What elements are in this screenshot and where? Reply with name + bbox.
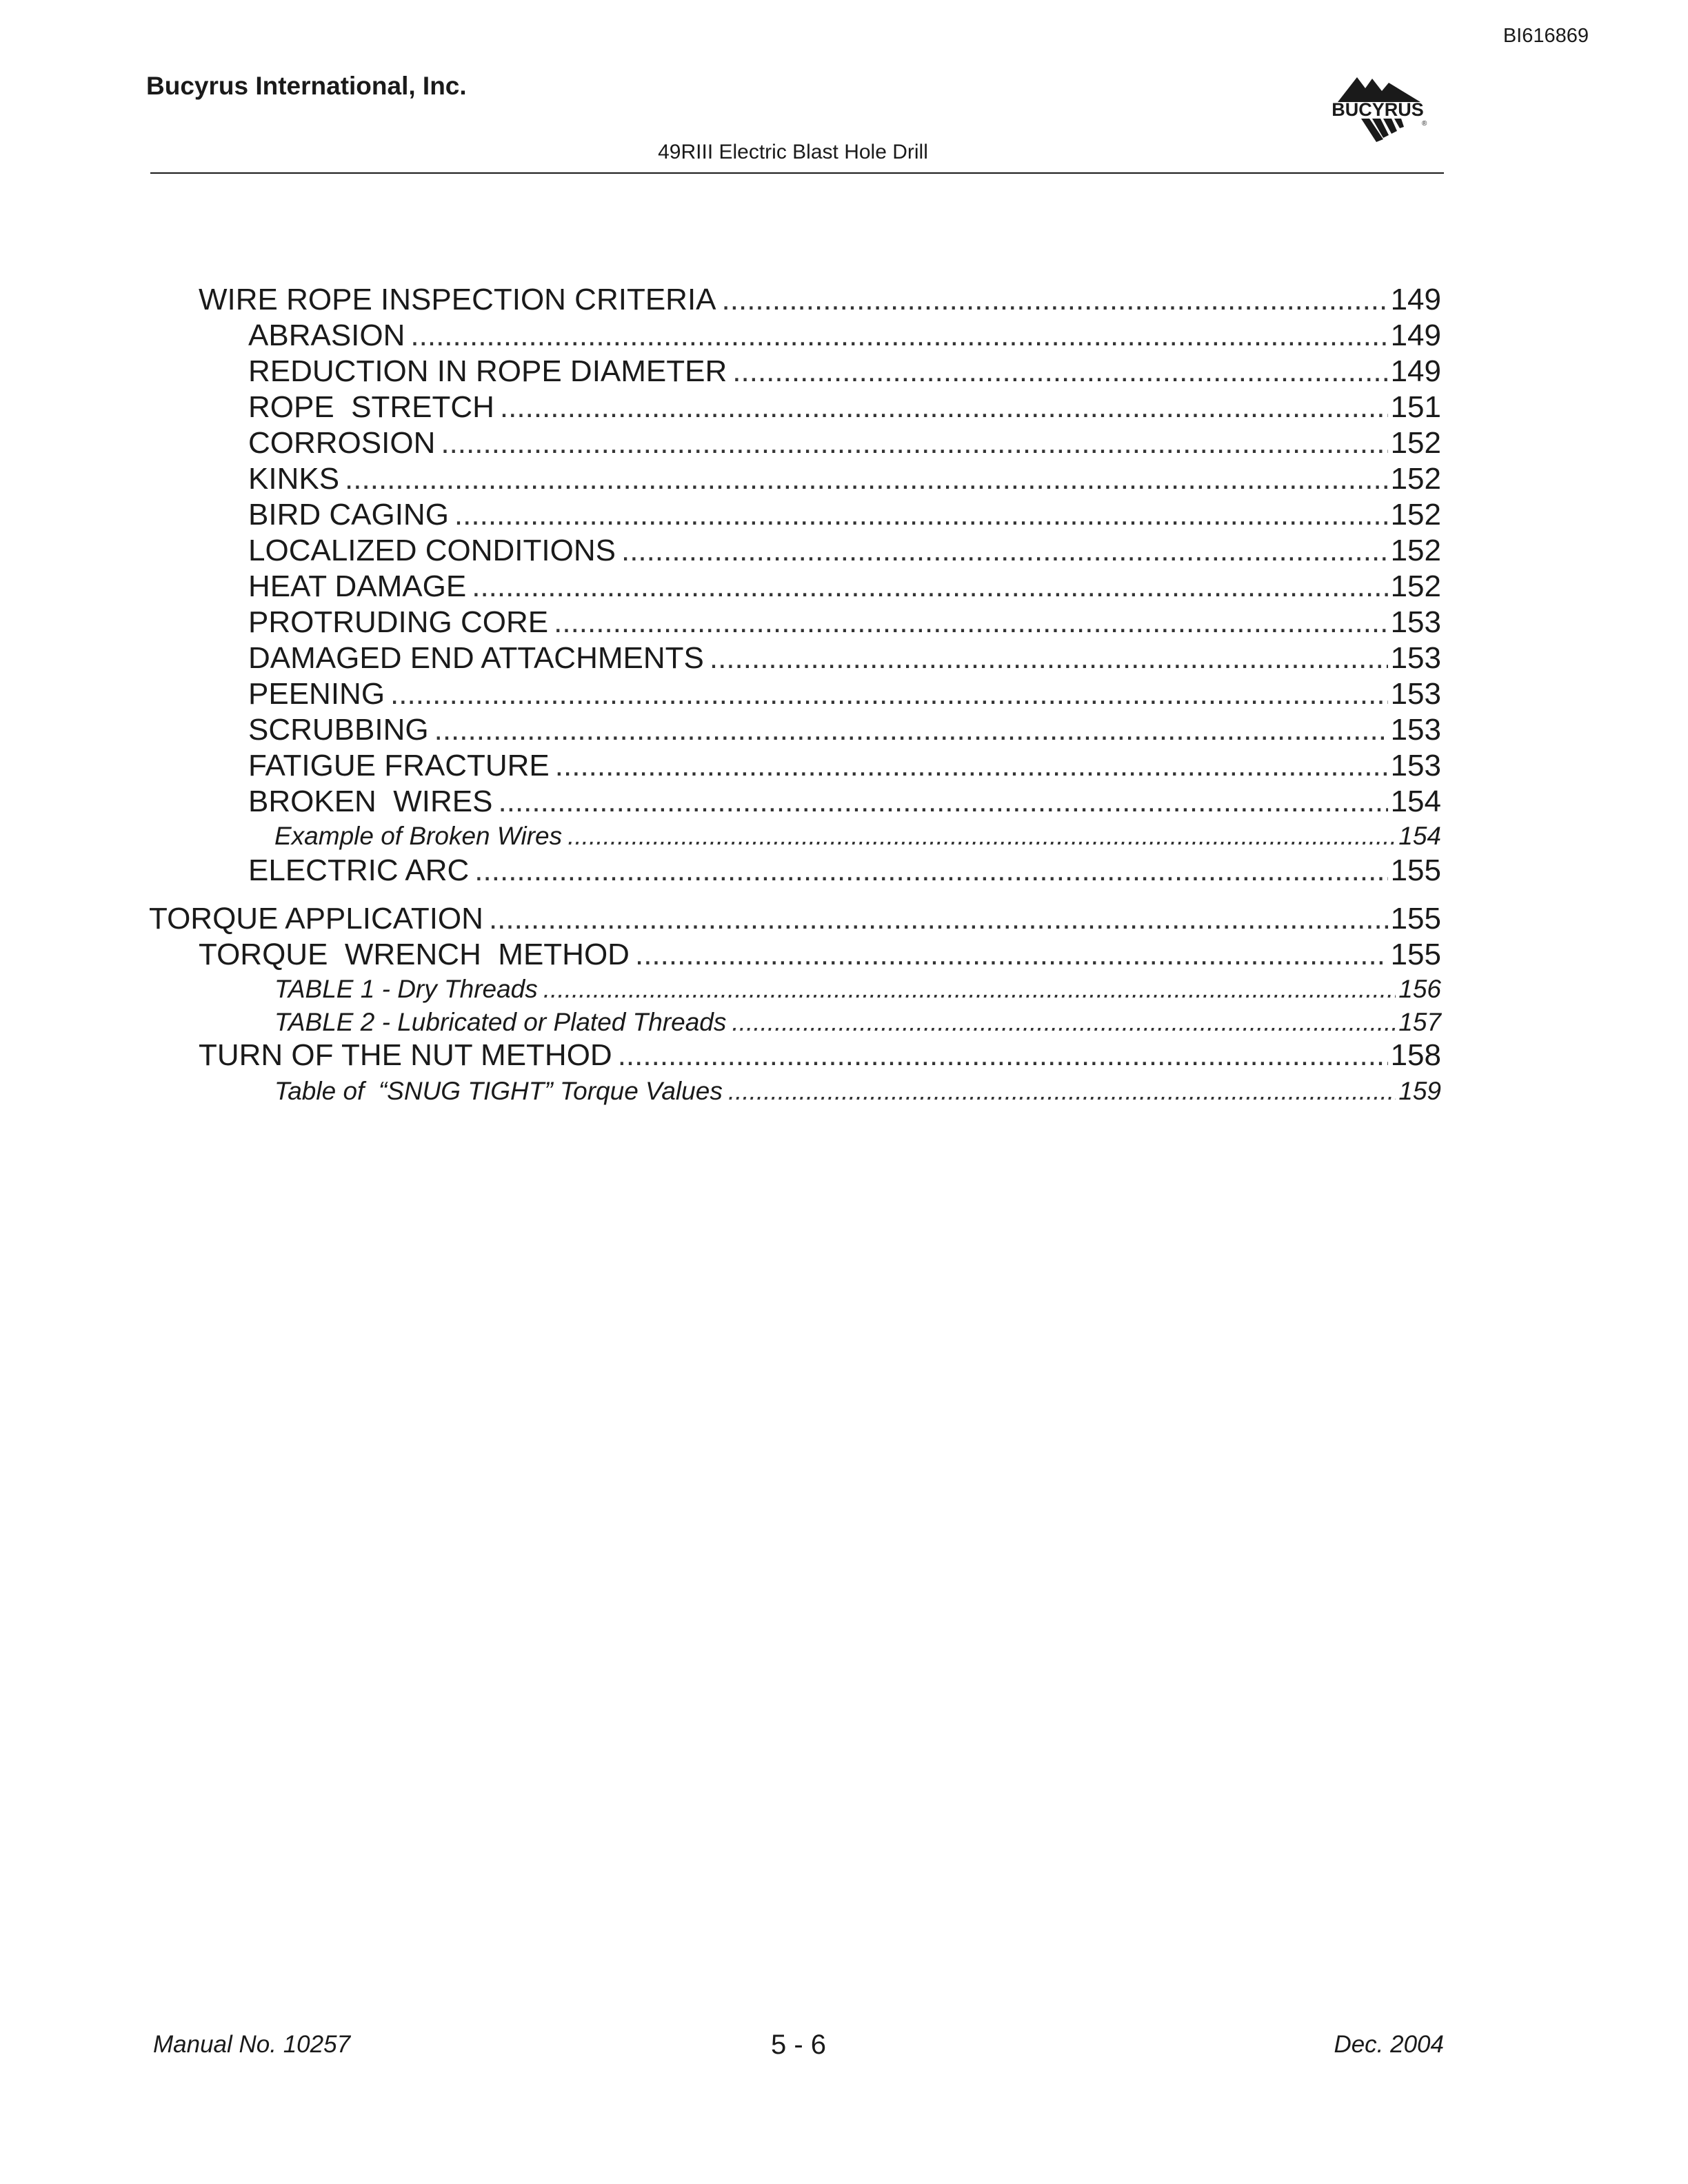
toc-entry-page: 152 xyxy=(1390,569,1441,603)
toc-dot-leader xyxy=(567,822,1396,851)
toc-entry-page: 158 xyxy=(1390,1038,1441,1072)
toc-entry-title: ABRASION xyxy=(248,318,405,352)
toc-entry[interactable] xyxy=(0,677,1688,711)
toc-entry-page: 159 xyxy=(1398,1077,1441,1105)
toc-dot-leader xyxy=(618,1038,1388,1073)
toc-entry[interactable] xyxy=(0,749,1688,783)
toc-entry-page: 152 xyxy=(1390,498,1441,532)
toc-entry-title: SCRUBBING xyxy=(248,713,429,747)
toc-entry-title: Table of “SNUG TIGHT” Torque Values xyxy=(274,1077,723,1105)
svg-text:®: ® xyxy=(1422,120,1427,128)
toc-entry[interactable] xyxy=(0,822,1688,851)
toc-entry-page: 149 xyxy=(1390,354,1441,388)
toc-entry-title: PROTRUDING CORE xyxy=(248,605,549,639)
toc-dot-leader xyxy=(728,1077,1396,1106)
document-id: BI616869 xyxy=(1503,25,1589,47)
toc-entry[interactable] xyxy=(0,713,1688,747)
toc-dot-leader xyxy=(410,318,1387,353)
toc-entry-page: 157 xyxy=(1398,1008,1441,1036)
toc-dot-leader xyxy=(621,534,1388,568)
toc-dot-leader xyxy=(441,426,1387,461)
toc-entry-page: 154 xyxy=(1390,785,1441,818)
toc-dot-leader xyxy=(710,641,1388,676)
toc-entry[interactable] xyxy=(0,1077,1688,1106)
toc-dot-leader xyxy=(500,390,1388,425)
toc-entry-title: REDUCTION IN ROPE DIAMETER xyxy=(248,354,727,388)
toc-entry[interactable] xyxy=(0,853,1688,888)
toc-entry-title: Example of Broken Wires xyxy=(274,822,563,850)
toc-entry-page: 154 xyxy=(1398,822,1441,850)
toc-entry[interactable] xyxy=(0,938,1688,972)
toc-entry[interactable] xyxy=(0,498,1688,532)
toc-entry-title: PEENING xyxy=(248,677,385,711)
toc-entry-title: WIRE ROPE INSPECTION CRITERIA xyxy=(199,283,716,316)
toc-entry-title: BIRD CAGING xyxy=(248,498,449,532)
toc-entry-title: FATIGUE FRACTURE xyxy=(248,749,550,782)
toc-entry-page: 156 xyxy=(1398,975,1441,1003)
toc-entry[interactable] xyxy=(0,641,1688,676)
toc-entry[interactable] xyxy=(0,1008,1688,1037)
toc-entry-page: 153 xyxy=(1390,677,1441,711)
toc-entry[interactable] xyxy=(0,1038,1688,1073)
toc-dot-leader xyxy=(732,1008,1396,1037)
page-number: 5 - 6 xyxy=(770,2030,827,2060)
svg-text:BUCYRUS: BUCYRUS xyxy=(1332,99,1424,120)
header-rule xyxy=(150,172,1444,174)
toc-dot-leader xyxy=(499,785,1388,819)
toc-entry[interactable] xyxy=(0,785,1688,819)
toc-entry[interactable] xyxy=(0,975,1688,1004)
toc-entry-title: LOCALIZED CONDITIONS xyxy=(248,534,616,567)
toc-entry[interactable] xyxy=(0,534,1688,568)
toc-dot-leader xyxy=(543,975,1396,1004)
toc-entry-title: HEAT DAMAGE xyxy=(248,569,467,603)
toc-dot-leader xyxy=(472,569,1387,604)
toc-entry-title: ELECTRIC ARC xyxy=(248,853,470,887)
toc-entry[interactable] xyxy=(0,354,1688,389)
toc-entry-page: 152 xyxy=(1390,534,1441,567)
toc-entry-page: 155 xyxy=(1390,902,1441,936)
toc-entry-page: 153 xyxy=(1390,605,1441,639)
toc-entry-title: TURN OF THE NUT METHOD xyxy=(199,1038,612,1072)
toc-entry-page: 155 xyxy=(1390,938,1441,971)
toc-entry-page: 153 xyxy=(1390,749,1441,782)
revision-date: Dec. 2004 xyxy=(1334,2031,1444,2058)
toc-entry-page: 149 xyxy=(1390,318,1441,352)
toc-entry-page: 153 xyxy=(1390,641,1441,675)
toc-entry[interactable] xyxy=(0,462,1688,496)
toc-dot-leader xyxy=(474,853,1387,888)
toc-entry-title: CORROSION xyxy=(248,426,436,460)
document-subtitle: 49RIII Electric Blast Hole Drill xyxy=(658,141,928,163)
toc-dot-leader xyxy=(345,462,1388,496)
toc-entry-title: TABLE 2 - Lubricated or Plated Threads xyxy=(274,1008,727,1036)
toc-entry-page: 153 xyxy=(1390,713,1441,747)
toc-entry[interactable] xyxy=(0,426,1688,461)
toc-entry[interactable] xyxy=(0,283,1688,317)
toc-entry[interactable] xyxy=(0,390,1688,425)
toc-dot-leader xyxy=(489,902,1388,936)
toc-entry-page: 149 xyxy=(1390,283,1441,316)
manual-number: Manual No. 10257 xyxy=(153,2031,351,2058)
toc-entry-title: KINKS xyxy=(248,462,340,496)
toc-dot-leader xyxy=(555,749,1388,783)
toc-dot-leader xyxy=(722,283,1388,317)
toc-entry-page: 152 xyxy=(1390,426,1441,460)
toc-entry-title: ROPE STRETCH xyxy=(248,390,494,424)
toc-entry-title: TORQUE APPLICATION xyxy=(149,902,483,936)
toc-entry-page: 152 xyxy=(1390,462,1441,496)
toc-entry-page: 151 xyxy=(1390,390,1441,424)
toc-entry-title: TABLE 1 - Dry Threads xyxy=(274,975,538,1003)
toc-dot-leader xyxy=(554,605,1387,640)
toc-dot-leader xyxy=(390,677,1388,711)
company-name: Bucyrus International, Inc. xyxy=(146,72,467,100)
toc-dot-leader xyxy=(434,713,1388,747)
toc-entry-title: TORQUE WRENCH METHOD xyxy=(199,938,630,971)
toc-entry[interactable] xyxy=(0,902,1688,936)
toc-entry[interactable] xyxy=(0,569,1688,604)
toc-entry-page: 155 xyxy=(1390,853,1441,887)
toc-dot-leader xyxy=(454,498,1388,532)
toc-entry[interactable] xyxy=(0,318,1688,353)
toc-entry-title: BROKEN WIRES xyxy=(248,785,493,818)
toc-entry-title: DAMAGED END ATTACHMENTS xyxy=(248,641,704,675)
toc-entry[interactable] xyxy=(0,605,1688,640)
toc-dot-leader xyxy=(635,938,1388,972)
toc-dot-leader xyxy=(732,354,1387,389)
